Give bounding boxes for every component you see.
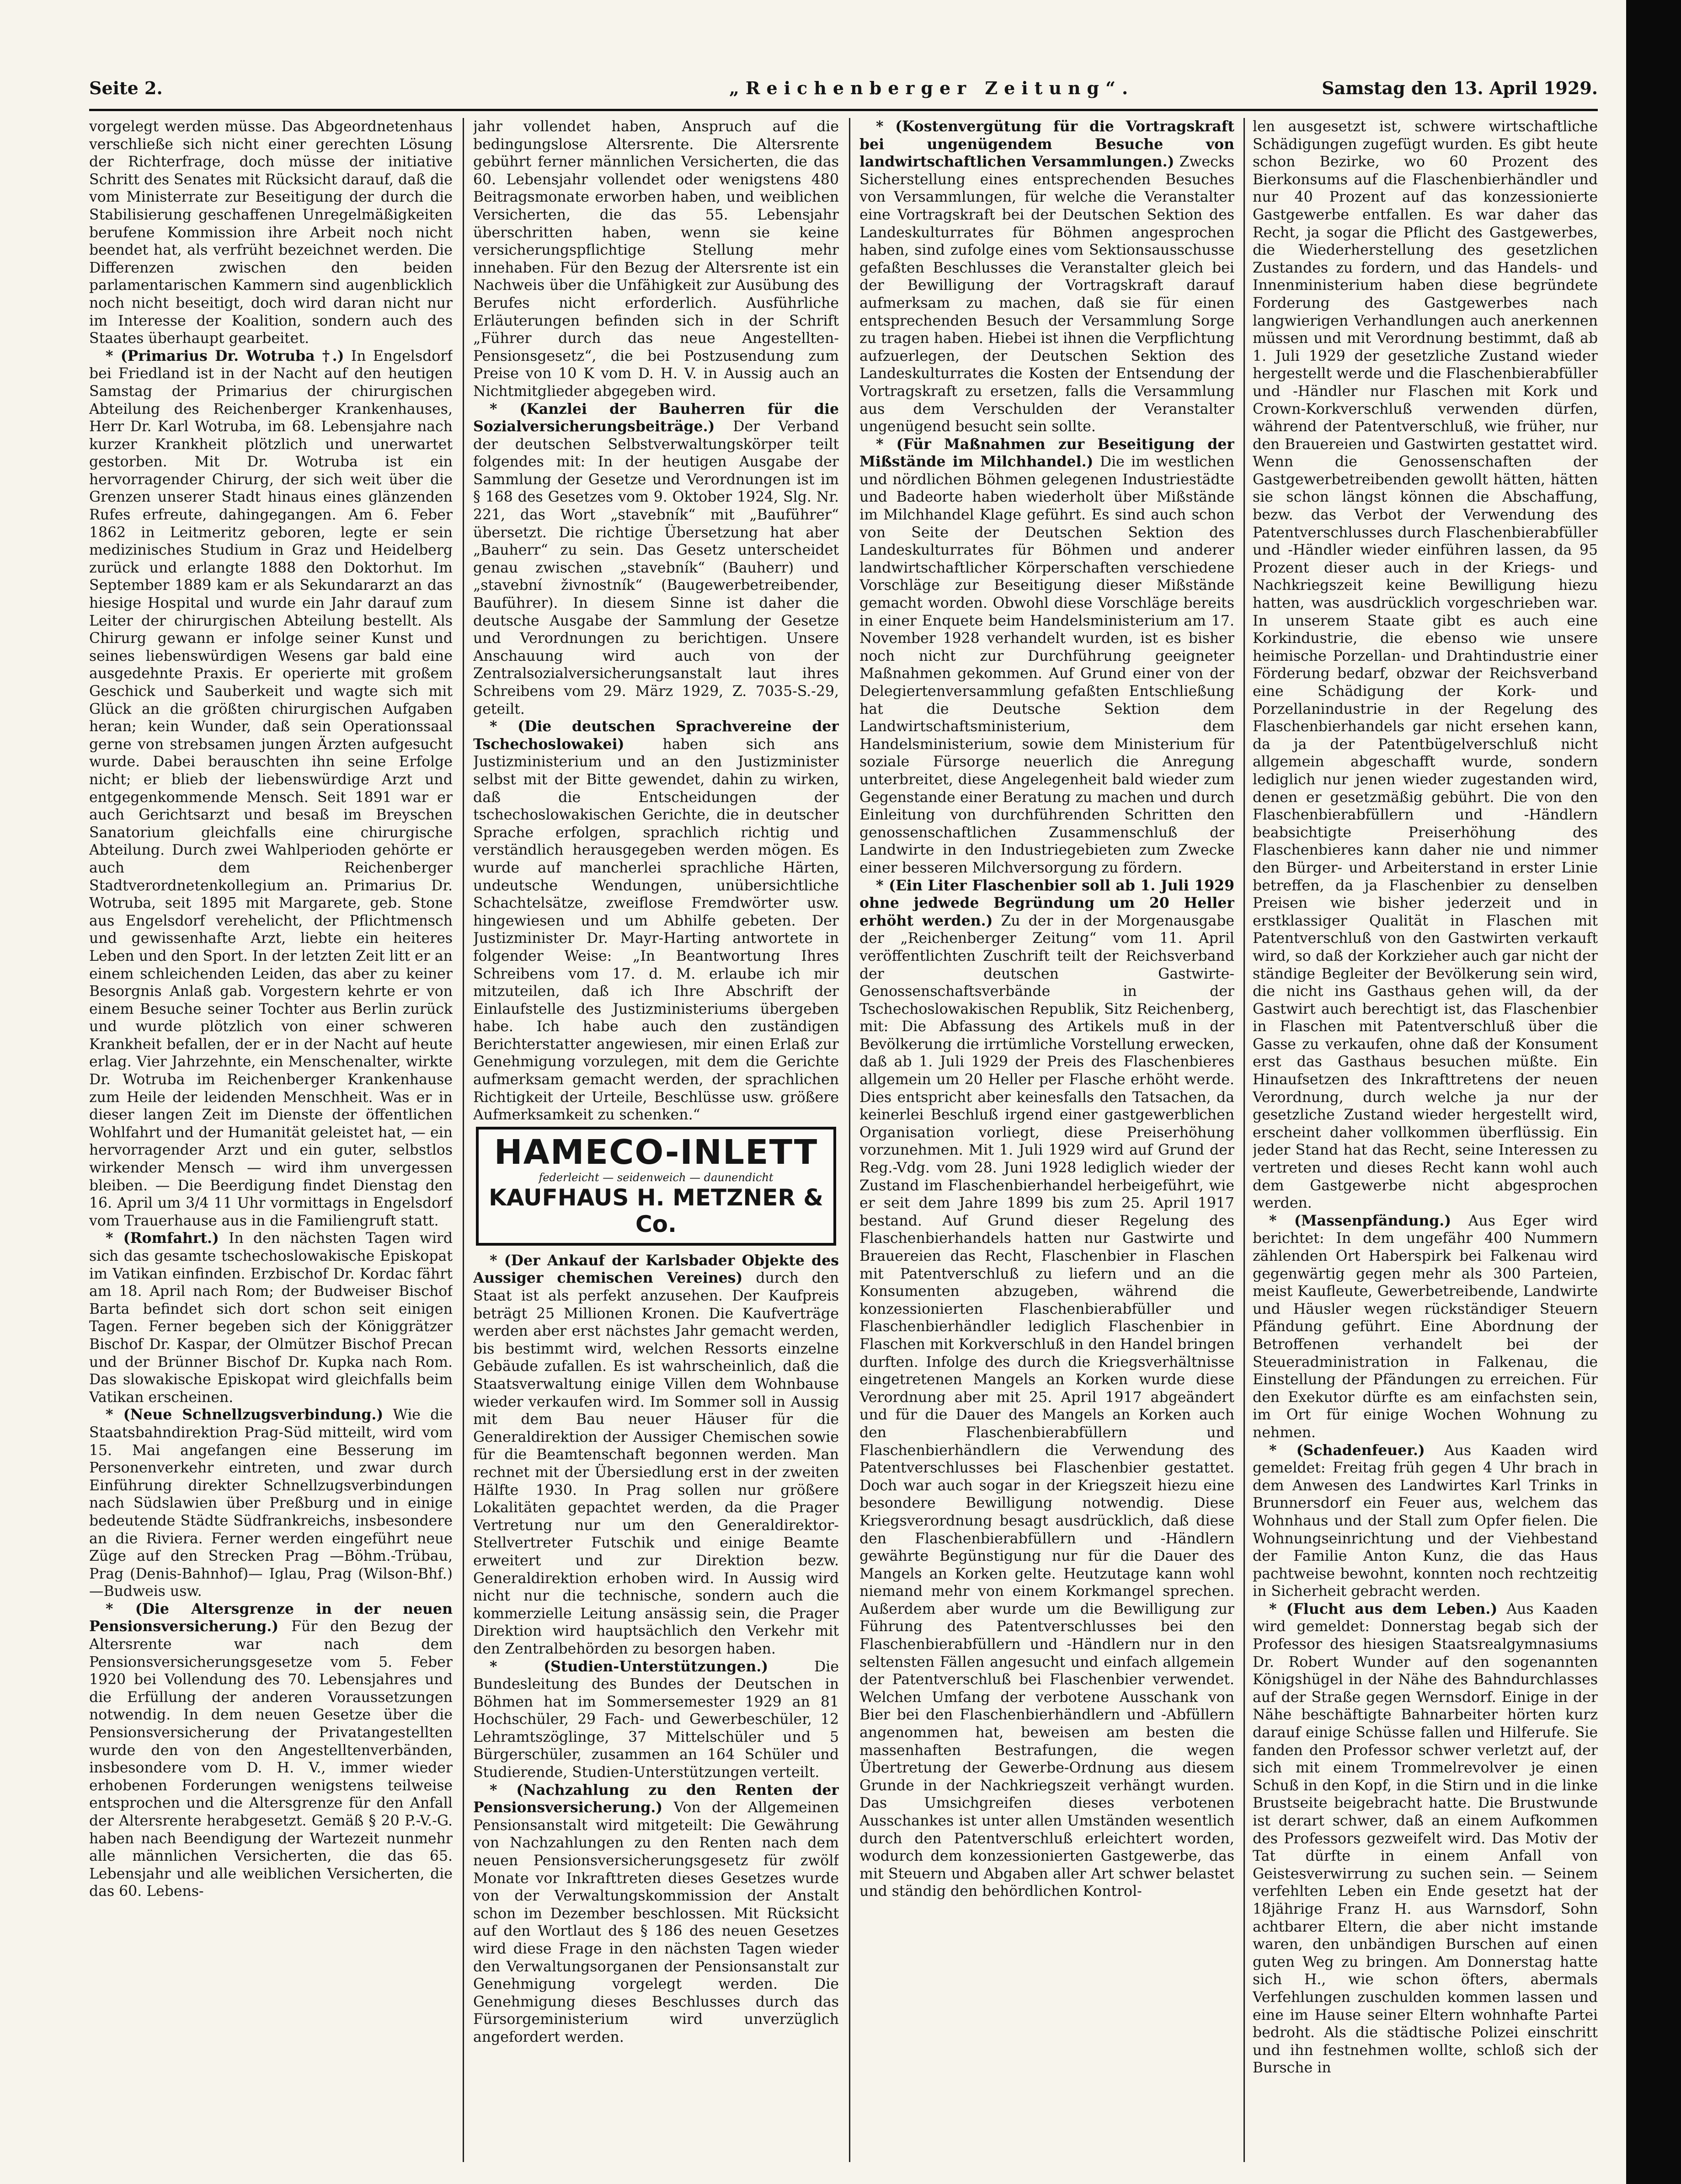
article-heading: * (Für Maßnahmen zur Beseitigung der Mißstände im Milchhandel.) [859, 435, 1234, 471]
ad-subtitle: federleicht — seidenweich — daunendicht [539, 1171, 774, 1184]
ad-store: KAUFHAUS H. METZNER & Co. [489, 1184, 823, 1237]
article-text: len ausgesetzt ist, schwere wirtschaftliche Schädigungen zugefügt wurden. Es gibt heute schon Bezirke, wo 60 Prozent des Bierkonsums auf die Flaschenbierhändler und nur 40 Prozent auf das konzessionierte Gastgewerbe entfallen. Es war daher das Recht, ja sogar die Pflicht des Gastgewerbes, die Wiederherstellung des gesetzlichen Zustandes zu fordern, und das Handels- und Innenministerium haben diese begründete Forderung des Gastgewerbes nach langwierigen Verhandlungen auch anerkennen müssen und mit Verordnung bestimmt, daß ab 1. Juli 1929 der gesetzliche Zustand wieder hergestellt werde und die Flaschenbierabfüller und -Händler nur Flaschen mit Kork und Crown-Korkverschluß verwenden dürfen, während der Patentverschluß, wie früher, nur den Brauereien und Gastwirten gestattet wird. Wenn die Genossenschaften der Gastgewerbetreibenden gewollt hätten, hätten sie schon längst können die Abschaffung, bezw. das Verbot der Verwendung des Patentverschlusses durch Flaschenbierabfüller und -Händler wieder einführen lassen, da 95 Prozent dieser auch in der Kriegs- und Nachkriegszeit keine Bewilligung hiezu hatten, was ausdrücklich vorgeschrieben war. In unserem Staate gibt es auch eine Korkindustrie, die ebenso wie unsere heimische Porzellan- und Drahtindustrie einer Förderung bedarf, obzwar der Reichsverband eine Schädigung der Kork- und Porzellanindustrie in der Regelung des Flaschenbierhandels gar nicht ersehen kann, da ja der Patentbügelverschluß nicht allgemein abgeschafft wurde, sondern lediglich nur jenen wieder zugestanden wird, denen er gesetzmäßig gebührt. Die von den Flaschenbierabfüllern und -Händlern beabsichtigte Preiserhöhung des Flaschenbieres kann daher nie und nimmer den Bürger- und Arbeiterstand in erster Linie betreffen, da ja Flaschenbier zu denselben Preisen wie bisher jederzeit und in erstklassiger Qualität in Flaschen mit Patentverschluß von den Gastwirten verkauft wird, so daß der Korkzieher auch gar nicht der ständige Begleiter der Bevölkerung sein wird, die nicht ins Gasthaus gehen will, da der Gastwirt auch berechtigt ist, das Flaschenbier in Flaschen mit Patentverschluß über die Gasse zu verkaufen, ohne daß der Konsument erst das Gasthaus besuchen müßte. Ein Hinaufsetzen des Inkrafttretens der neuen Verordnung, durch welche ja nur der gesetzliche Zustand wieder hergestellt wird, erscheint daher vollkommen überflüssig. Ein jeder Stand hat das Recht, seine Interessen zu vertreten und dieses Recht kann wohl auch dem Gastgewerbe nicht abgesprochen werden. [1253, 118, 1598, 1212]
article-paragraph [89, 118, 453, 348]
article-paragraph [473, 718, 839, 1124]
article-text: Aus Eger wird berichtet: In dem ungefähr 400 Nummern zählenden Ort Haberspirk bei Falkenau wird gegenwärtig gegen mehr als 300 Parteien, meist Kaufleute, Gewerbetreibende, Landwirte und Häusler wegen rückständiger Steuern Pfändung geführt. Eine Abordnung der Betroffenen verhandelt bei der Steueradministration in Falkenau, die Einstellung der Pfändungen zu erreichen. Für den Exekutor dürfte es am einfachsten sein, im Ort für einige Wochen Wohnung zu nehmen. [1253, 1212, 1598, 1441]
article-paragraph [859, 877, 1234, 1900]
article-paragraph [473, 118, 839, 401]
article-text: Zu der in der Morgenausgabe der „Reichenberger Zeitung“ vom 11. April veröffentlichten Zuschrift teilt der Reichsverband der deutschen Gastwirte-Genossenschaftsverbände in der Tschechoslowakischen Republik, Sitz Reichenberg, mit: Die Abfassung des Artikels muß in der Bevölkerung die irrtümliche Vorstellung erwecken, daß ab 1. Juli 1929 der Preis des Flaschenbieres allgemein um 20 Heller per Flasche erhöht werde. Dies entspricht aber keinesfalls den Tatsachen, da keinerlei Beschluß irgend einer gastgewerblichen Organisation vorliegt, diese Preiserhöhung vorzunehmen. Mit 1. Juli 1929 wird auf Grund der Reg.-Vdg. vom 28. Juni 1928 lediglich wieder der Zustand im Flaschenbierhandel herbeigeführt, wie er seit dem Jahre 1899 bis zum 25. April 1917 bestand. Auf Grund dieser Regelung des Flaschenbierhandels hatten nur Gastwirte und Brauereien das Recht, Flaschenbier in Flaschen mit Patentverschluß zu liefern und an die Konsumenten abzugeben, während die konzessionierten Flaschenbierabfüller und Flaschenbierhändler lediglich Flaschenbier in Flaschen mit Korkverschluß in den Handel bringen durften. Infolge des durch die Kriegsverhältnisse eingetretenen Mangels an Korken wurde diese Verordnung aber mit 25. April 1917 abgeändert und für die Dauer des Mangels an Korken auch den Flaschenbierabfüllern und Flaschenbierhändlern die Verwendung des Patentverschlusses bei Flaschenbier gestattet. Doch war auch sogar in der Kriegszeit hiezu eine besondere Bewilligung notwendig. Diese Kriegsverordnung besagt ausdrücklich, daß diese den Flaschenbierabfüllern und -Händlern gewährte Begünstigung nur für die Dauer des Mangels an Korken gelte. Heutzutage kann wohl niemand mehr von einem Korkmangel sprechen. Außerdem aber wurde um die Bewilligung zur Führung des Patentverschlusses bei den Flaschenbierabfüllern und -Händlern nur in den seltensten Fällen angesucht und einfach allgemein der Patentverschluß bei Flaschenbier verwendet. Welchen Umfang der verbotene Ausschank von Bier bei den Flaschenbierhändlern und -Abfüllern angenommen hat, beweisen am besten die massenhaften Bestrafungen, die wegen Übertretung der Gewerbe-Ordnung aus diesem Grunde in der Nachkriegszeit verhängt wurden. Das Umsichgreifen dieses verbotenen Ausschankes ist unter allen Umständen wesentlich durch den Patentverschluß erleichtert worden, wodurch dem konzessionierten Gastgewerbe, das mit Steuern und Abgaben aller Art schwer belastet und ständig den behördlichen Kontrol- [859, 912, 1234, 1900]
article-paragraph [473, 1252, 839, 1658]
article-paragraph [1253, 1212, 1598, 1442]
article-text: Zwecks Sicherstellung eines entsprechenden Besuches von Versammlungen, für welche die Veranstalter eine Vortragskraft bei der Deutschen Sektion des Landeskulturrates für Böhmen angesprochen haben, sind zufolge eines vom Sektionsausschusse gefaßten Beschlusses die Veranstalter gleich bei der Bewilligung der Vortragskraft darauf aufmerksam zu machen, daß sie für einen entsprechenden Besuch der Versammlung Sorge zu tragen haben. Hiebei ist ihnen die Verpflichtung aufzuerlegen, der Deutschen Sektion des Landeskulturrates die Kosten der Entsendung der Vortragskraft zu ersetzen, falls die Versammlung aus dem Verschulden der Veranstalter ungenügend besucht sein sollte. [859, 154, 1234, 435]
article-heading: * (Nachzahlung zu den Renten der Pensionsversicherung.) [473, 1781, 839, 1816]
column-divider [849, 118, 850, 2162]
ad-title: HAMECO-INLETT [494, 1132, 818, 1172]
article-heading: * (Die deutschen Sprachvereine der Tschechoslowakei) [473, 718, 839, 753]
article-heading: * (Neue Schnellzugsverbindung.) [106, 1406, 384, 1424]
article-paragraph [1253, 118, 1598, 1212]
column-divider [463, 118, 464, 2162]
article-text: Aus Kaaden wird gemeldet: Donnerstag begab sich der Professor des hiesigen Staatsrealgymnasiums Dr. Robert Wunder auf den sogenannten Königshügel in der Nähe des Bahndurchlasses auf der Straße gegen Wernsdorf. Einige in der Nähe beschäftigte Bahnarbeiter hörten kurz darauf einige Schüsse fallen und Hilferufe. Sie fanden den Professor schwer verletzt auf, der sich mit einem Trommelrevolver je einen Schuß in den Kopf, in die Stirn und in die linke Brustseite beigebracht hatte. Die Brustwunde ist derart schwer, daß an einem Aufkommen des Professors gezweifelt wird. Das Motiv der Tat dürfte in einem Anfall von Geistesverwirrung zu suchen sein. — Seinem verfehlten Leben ein Ende gesetzt hat der 18jährige Franz H. aus Warnsdorf, Sohn achtbarer Eltern, die aber nicht imstande waren, den unbändigen Burschen auf einen guten Weg zu bringen. Am Donnerstag hatte sich H., wie schon öfters, abermals Verfehlungen zuschulden kommen lassen und eine im Hause seiner Eltern wohnhafte Partei bedroht. Als die städtische Polizei einschritt und ihn festnehmen wollte, schloß sich der Bursche in [1253, 1601, 1598, 2077]
article-text: haben sich ans Justizministerium und an den Justizminister selbst mit der Bitte gewendet, dahin zu wirken, daß die Entscheidungen der tschechoslowakischen Gerichte, die in deutscher Sprache erfolgen, sprachlich richtig und verständlich herausgegeben werden mögen. Es wurde auf mancherlei sprachliche Härten, undeutsche Wendungen, unübersichtliche Schachtelsätze, zweiflose Fremdwörter usw. hingewiesen und um Abhilfe gebeten. Der Justizminister Dr. Mayr-Harting antwortete in folgender Weise: „In Beantwortung Ihres Schreibens vom 17. d. M. erlaube ich mir mitzuteilen, daß ich Ihre Abschrift der Einlaufstelle des Justizministeriums übergeben habe. Ich habe auch den zuständigen Berichterstatter angewiesen, mir einen Erlaß zur Genehmigung vorzulegen, mit dem die Gerichte aufmerksam gemacht werden, der sprachlichen Richtigkeit der Urteile, Beschlüsse usw. größere Aufmerksamkeit zu schenken.“ [473, 736, 839, 1124]
article-heading: * (Primarius Dr. Wotruba †.) [106, 347, 344, 364]
article-heading: * (Der Ankauf der Karlsbader Objekte des Aussiger chemischen Vereines) [473, 1252, 839, 1287]
article-text: In den nächsten Tagen wird sich das gesamte tschechoslowakische Episkopat im Vatikan einfinden. Erzbischof Dr. Kordac fährt am 18. April nach Rom; der Budweiser Bischof Barta befindet sich dort schon seit einigen Tagen. Ferner begeben sich der Königgrätzer Bischof Dr. Kaspar, der Olmützer Bischof Precan und der Brünner Bischof Dr. Kupka nach Rom. Das slowakische Episkopat wird gleichfalls beim Vatikan erscheinen. [89, 1230, 453, 1406]
article-text: Von der Allgemeinen Pensionsanstalt wird mitgeteilt: Die Gewährung von Nachzahlungen zu den Renten nach dem neuen Pensionsversicherungsgesetz für zwölf Monate vor Inkrafttreten dieses Gesetzes wurde von der Verwaltungskommission der Anstalt schon im Dezember beschlossen. Mit Rücksicht auf den Wortlaut des § 186 des neuen Gesetzes wird diese Frage in den nächsten Tagen wieder den Verwaltungsorganen der Pensionsanstalt zur Genehmigung vorgelegt werden. Die Genehmigung dieses Beschlusses durch das Fürsorgeministerium wird unverzüglich angefordert werden. [473, 1799, 839, 2045]
scan-border [1626, 0, 1681, 2184]
column-divider [1243, 118, 1245, 2162]
article-text: vorgelegt werden müsse. Das Abgeordnetenhaus verschließe sich nicht einer gerechten Lösung der Richterfrage, doch müsse der initiative Schritt des Senates mit Rücksicht darauf, daß die vom Ministerrate zur Beseitigung der durch die Stabilisierung geschaffenen Unregelmäßigkeiten berufene Kommission ihre Arbeit noch nicht beendet hat, als verfrüht bezeichnet werden. Die Differenzen zwischen den beiden parlamentarischen Kammern sind augenblicklich noch nicht beseitigt, doch wird daran nicht nur im Interesse der Koalition, sondern auch des Staates überhaupt gearbeitet. [89, 118, 453, 347]
article-paragraph [89, 1230, 453, 1406]
article-text: Die Bundesleitung des Bundes der Deutschen in Böhmen hat im Sommersemester 1929 an 81 Hochschüler, 29 Fach- und Gewerbeschüler, 12 Lehramtszöglinge, 37 Mittelschüler und 5 Bürgerschüler, zusammen an 164 Schüler und Studierende, Studien-Unterstützungen verteilt. [473, 1658, 839, 1781]
column-2-top [473, 118, 839, 1124]
column-1 [89, 118, 453, 2162]
article-heading: * (Studien-Unterstützungen.) [490, 1658, 768, 1675]
article-text: durch den Staat ist als perfekt anzusehen. Der Kaufpreis beträgt 25 Millionen Kronen. Die Kaufverträge werden aber erst nächstes Jahr gemacht werden, bis bestimmt wird, welchen Ressorts einzelne Gebäude zufallen. Es ist wahrscheinlich, daß die Staatsverwaltung einige Villen dem Wohnbause wieder verkaufen wird. Im Sommer soll in Aussig mit dem Bau neuer Häuser für die Generaldirektion der Aussiger Chemischen sowie für die Beamtenschaft begonnen werden. Man rechnet mit der Übersiedlung erst in der zweiten Hälfte 1930. In Prag sollen nur größere Lokalitäten gepachtet werden, da die Prager Vertretung nur um den Generaldirektor-Stellvertreter Futschik und einige Beamte erweitert und zur Direktion bezw. Generaldirektion erhoben wird. In Aussig wird nicht nur die technische, sondern auch die kommerzielle Leitung ansässig sein, die Prager Direktion wird hauptsächlich den Verkehr mit den Zentralbehörden zu besorgen haben. [473, 1270, 839, 1657]
article-heading: * (Ein Liter Flaschenbier soll ab 1. Juli 1929 ohne jedwede Begründung um 20 Heller erhöht werden.) [859, 877, 1234, 929]
article-heading: * (Massenpfändung.) [1269, 1212, 1452, 1229]
header-rule [89, 109, 1598, 111]
article-text: Wie die Staatsbahndirektion Prag-Süd mitteilt, wird vom 15. Mai angefangen eine Besserung im Personenverkehr eintreten, und zwar durch Einführung direkter Schnellzugsverbindungen nach Südslawien über Preßburg und in einige bedeutende Städte Südfrankreichs, insbesondere an die Riviera. Ferner werden eingeführt neue Züge auf den Strecken Prag —Böhm.-Trübau, Prag (Denis-Bahnhof)— Iglau, Prag (Wilson-Bhf.)—Budweis usw. [89, 1407, 453, 1600]
article-paragraph [89, 1406, 453, 1601]
article-paragraph [1253, 1601, 1598, 2077]
article-text: Für den Bezug der Altersrente war nach dem Pensionsversicherungsgesetze vom 5. Feber 1920 bei Vollendung des 70. Lebensjahres und die Erfüllung der anderen Voraussetzungen notwendig. In dem neuen Gesetze über die Pensionsversicherung der Privatangestellten wurde den von den Angestelltenverbänden, insbesondere vom D. H. V., immer wieder erhobenen Forderungen wenigstens teilweise entsprochen und die Altersgrenze für den Anfall der Altersrente herabgesetzt. Gemäß § 20 P.-V.-G. haben nach Beendigung der Wartezeit nunmehr alle männlichen Versicherten, die das 65. Lebensjahr und alle weiblichen Versicherten, die das 60. Lebens- [89, 1618, 453, 1900]
newspaper-masthead: „Reichenberger Zeitung“. [729, 78, 1135, 98]
column-3 [859, 118, 1234, 2162]
article-heading: * (Kostenvergütung für die Vortragskraft bei ungenügendem Besuche von landwirtschaftlichen Versammlungen.) [859, 118, 1234, 171]
article-text: In Engelsdorf bei Friedland ist in der Nacht auf den heutigen Samstag der Primarius der chirurgischen Abteilung des Reichenberger Krankenhauses, Herr Dr. Karl Wotruba, im 68. Lebensjahre nach kurzer Krankheit plötzlich und unerwartet gestorben. Mit Dr. Wotruba ist ein hervorragender Chirurg, der sich weit über die Grenzen unserer Stadt hinaus eines glänzenden Rufes erfreute, dahingegangen. Am 6. Feber 1862 in Leitmeritz geboren, legte er sein medizinisches Studium in Graz und Heidelberg zurück und erlangte 1888 den Doktorhut. Im September 1889 kam er als Sekundararzt an das hiesige Hospital und wurde ein Jahr darauf zum Leiter der chirurgischen Abteilung bestellt. Als Chirurg gewann er infolge seiner Kunst und seines liebenswürdigen Wesens gar bald eine ausgedehnte Praxis. Er operierte mit großem Geschick und Sauberkeit und wagte sich mit Glück an die größten chirurgischen Aufgaben heran; kein Wunder, daß sein Operationssaal gerne von strebsamen jungen Ärzten aufgesucht wurde. Dabei berauschten ihn seine Erfolge nicht; er blieb der liebenswürdige Arzt und entgegenkommende Mensch. Seit 1891 war er auch Gerichtsarzt und besaß im Breyschen Sanatorium gleichfalls eine chirurgische Abteilung. Durch zwei Wahlperioden gehörte er auch dem Reichenberger Stadtverordnetenkollegium an. Primarius Dr. Wotruba, seit 1895 mit Margarete, geb. Stone aus Engelsdorf verehelicht, der Pflichtmensch und gewissenhafte Arzt, liebte ein heiteres Leben und den Sport. In der letzten Zeit litt er an einem schleichenden Leiden, das aber zu keiner Besorgnis Anlaß gab. Vorgestern kehrte er von einem Besuche seiner Tochter aus Berlin zurück und wurde plötzlich von einer schweren Krankheit befallen, der er in der Nacht auf heute erlag. Vier Jahrzehnte, ein Menschenalter, wirkte Dr. Wotruba im Reichenberger Krankenhause zum Heile der leidenden Menschheit. Was er in dieser langen Zeit im Dienste der öffentlichen Wohlfahrt und der Humanität geleistet hat, — ein hervorragender Arzt und ein guter, selbstlos wirkender Mensch — wird ihm unvergessen bleiben. — Die Beerdigung findet Dienstag den 16. April um 3/4 11 Uhr vormittags in Engelsdorf vom Trauerhause aus in die Familiengruft statt. [89, 348, 453, 1229]
article-text: Die im westlichen und nördlichen Böhmen gelegenen Industriestädte und Badeorte haben wiederholt über Mißstände im Milchhandel Klage geführt. Es sind auch schon von Seite der Deutschen Sektion des Landeskulturrates für Böhmen und anderer landwirtschaftlicher Körperschaften verschiedene Vorschläge zur Beseitigung dieser Mißstände gemacht worden. Obwohl diese Vorschläge bereits in einer Enquete beim Handelsministerium am 17. November 1928 verhandelt wurden, ist es bisher noch nicht zur Durchführung geeigneter Maßnahmen gekommen. Auf Grund einer von der Delegiertenversammlung gefaßten Entschließung hat die Deutsche Sektion dem Landwirtschaftsministerium, dem Handelsministerium, sowie dem Ministerium für soziale Fürsorge neuerlich die Anregung unterbreitet, diese Angelegenheit bald wieder zum Gegenstande einer Beratung zu machen und durch Einleitung von durchführenden Schritten den genossenschaftlichen Zusammenschluß der Landwirte in den Industriegebieten zum Zwecke einer besseren Milchversorgung zu fördern. [859, 454, 1234, 876]
article-text: Der Verband der deutschen Selbstverwaltungskörper teilt folgendes mit: In der heutigen Ausgabe der Sammlung der Gesetze und Verordnungen ist im § 168 des Gesetzes vom 9. Oktober 1924, Slg. Nr. 221, das Wort „stavebník“ mit „Bauführer“ übersetzt. Die richtige Übersetzung hat aber „Bauherr“ zu sein. Das Gesetz unterscheidet genau zwischen „stavebník“ (Bauherr) und „stavební živnostník“ (Baugewerbetreibender, Bauführer). In diesem Sinne ist daher die deutsche Ausgabe der Sammlung der Gesetze und Verordnungen zu berichtigen. Unsere Anschauung wird auch von der Zentralsozialversicherungsanstalt laut ihres Schreibens vom 29. März 1929, Z. 7035-S.-29, geteilt. [473, 418, 839, 717]
issue-date: Samstag den 13. April 1929. [1322, 78, 1598, 98]
article-paragraph [473, 401, 839, 718]
article-paragraph [1253, 1442, 1598, 1601]
page-header [89, 78, 1598, 105]
article-heading: * (Flucht aus dem Leben.) [1269, 1600, 1498, 1617]
article-heading: * (Romfahrt.) [106, 1230, 219, 1247]
article-text: Aus Kaaden wird gemeldet: Freitag früh gegen 4 Uhr brach in dem Anwesen des Landwirtes Karl Trinks in Brunnersdorf ein Feuer aus, welchem das Wohnhaus und der Stall zum Opfer fielen. Die Wohnungseinrichtung und der Viehbestand der Familie Anton Kunz, die das Haus pachtweise bewohnt, konnten noch rechtzeitig in Sicherheit gebracht werden. [1253, 1442, 1598, 1600]
article-heading: * (Die Altersgrenze in der neuen Pensionsversicherung.) [89, 1600, 453, 1635]
column-2 [473, 118, 839, 2162]
column-2-bottom [473, 1252, 839, 2046]
article-paragraph [859, 436, 1234, 877]
article-paragraph [89, 348, 453, 1230]
article-paragraph [89, 1601, 453, 1900]
column-4 [1253, 118, 1598, 2162]
article-paragraph [473, 1782, 839, 2046]
article-paragraph [473, 1658, 839, 1782]
article-paragraph [859, 118, 1234, 436]
page-number: Seite 2. [89, 78, 163, 98]
advertisement-hameco [476, 1127, 836, 1246]
article-text: jahr vollendet haben, Anspruch auf die bedingungslose Altersrente. Die Altersrente gebührt ferner männlichen Versicherten, die das 60. Lebensjahr vollendet oder wenigstens 480 Beitragsmonate erworben haben, und weiblichen Versicherten, die das 55. Lebensjahr überschritten haben, wenn sie keine versicherungspflichtige Stellung mehr innehaben. Für den Bezug der Altersrente ist ein Nachweis über die Unfähigkeit zur Ausübung des Berufes nicht erforderlich. Ausführliche Erläuterungen befinden sich in der Schrift „Führer durch das neue Angestellten-Pensionsgesetz“, die bei Postzusendung zum Preise von 10 K vom D. H. V. in Aussig auch an Nichtmitglieder abgegeben wird. [473, 118, 839, 400]
article-heading: * (Kanzlei der Bauherren für die Sozialversicherungsbeiträge.) [473, 400, 839, 435]
article-heading: * (Schadenfeuer.) [1269, 1441, 1425, 1459]
